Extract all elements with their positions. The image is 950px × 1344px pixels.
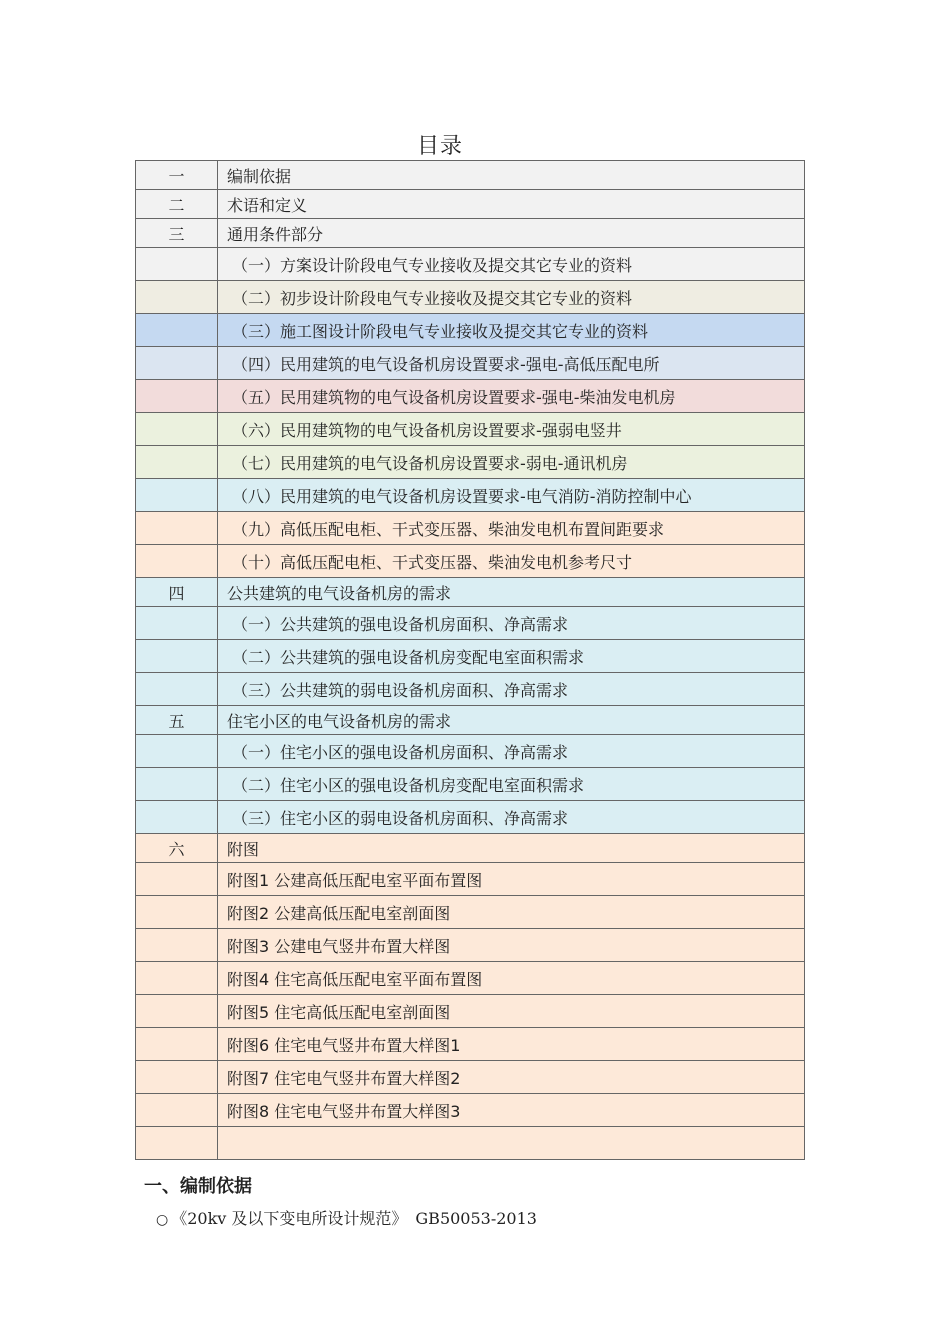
toc-row bbox=[136, 161, 805, 190]
toc-row bbox=[136, 314, 805, 347]
reference-item bbox=[156, 1206, 537, 1229]
toc-number bbox=[136, 347, 218, 380]
toc-number bbox=[136, 512, 218, 545]
toc-row bbox=[136, 863, 805, 896]
toc-row bbox=[136, 929, 805, 962]
toc-entry: 术语和定义 bbox=[218, 190, 805, 219]
toc-entry: 附图4 住宅高低压配电室平面布置图 bbox=[218, 962, 805, 995]
toc-entry: 附图1 公建高低压配电室平面布置图 bbox=[218, 863, 805, 896]
toc-number bbox=[136, 1028, 218, 1061]
toc-number bbox=[136, 380, 218, 413]
toc-number: 四 bbox=[136, 578, 218, 607]
toc-entry: （三）公共建筑的弱电设备机房面积、净高需求 bbox=[218, 673, 805, 706]
toc-number bbox=[136, 1061, 218, 1094]
toc-row bbox=[136, 768, 805, 801]
toc-entry: （七）民用建筑的电气设备机房设置要求-弱电-通讯机房 bbox=[218, 446, 805, 479]
toc-row bbox=[136, 735, 805, 768]
section-heading: 一、编制依据 bbox=[144, 1176, 252, 1197]
toc-entry: （三）施工图设计阶段电气专业接收及提交其它专业的资料 bbox=[218, 314, 805, 347]
toc-number bbox=[136, 1094, 218, 1127]
toc-number bbox=[136, 735, 218, 768]
toc-entry: （一）住宅小区的强电设备机房面积、净高需求 bbox=[218, 735, 805, 768]
toc-number bbox=[136, 281, 218, 314]
toc-entry: （一）公共建筑的强电设备机房面积、净高需求 bbox=[218, 607, 805, 640]
toc-row bbox=[136, 190, 805, 219]
toc-entry: （九）高低压配电柜、干式变压器、柴油发电机布置间距要求 bbox=[218, 512, 805, 545]
toc-entry: 附图2 公建高低压配电室剖面图 bbox=[218, 896, 805, 929]
toc-number: 一 bbox=[136, 161, 218, 190]
toc-row bbox=[136, 706, 805, 735]
toc-row bbox=[136, 1061, 805, 1094]
toc-number bbox=[136, 929, 218, 962]
toc-row bbox=[136, 248, 805, 281]
toc-entry: 附图8 住宅电气竖井布置大样图3 bbox=[218, 1094, 805, 1127]
toc-entry: 附图3 公建电气竖井布置大样图 bbox=[218, 929, 805, 962]
toc-row bbox=[136, 281, 805, 314]
toc-number bbox=[136, 801, 218, 834]
toc-number bbox=[136, 673, 218, 706]
reference-text: 《20kv 及以下变电所设计规范》 GB50053-2013 bbox=[171, 1209, 537, 1228]
toc-row bbox=[136, 446, 805, 479]
toc-row bbox=[136, 896, 805, 929]
toc-number bbox=[136, 479, 218, 512]
toc-entry: （六）民用建筑物的电气设备机房设置要求-强弱电竖井 bbox=[218, 413, 805, 446]
toc-row bbox=[136, 1094, 805, 1127]
toc-body bbox=[136, 161, 805, 1160]
toc-number bbox=[136, 607, 218, 640]
toc-row bbox=[136, 995, 805, 1028]
toc-entry: （二）公共建筑的强电设备机房变配电室面积需求 bbox=[218, 640, 805, 673]
toc-entry: （十）高低压配电柜、干式变压器、柴油发电机参考尺寸 bbox=[218, 545, 805, 578]
toc-entry: 附图 bbox=[218, 834, 805, 863]
toc-number: 六 bbox=[136, 834, 218, 863]
toc-entry: 附图7 住宅电气竖井布置大样图2 bbox=[218, 1061, 805, 1094]
toc-number bbox=[136, 248, 218, 281]
toc-number bbox=[136, 896, 218, 929]
toc-entry: （五）民用建筑物的电气设备机房设置要求-强电-柴油发电机房 bbox=[218, 380, 805, 413]
toc-number bbox=[136, 995, 218, 1028]
toc-row bbox=[136, 673, 805, 706]
toc-row bbox=[136, 607, 805, 640]
toc-entry: 附图5 住宅高低压配电室剖面图 bbox=[218, 995, 805, 1028]
toc-number bbox=[136, 413, 218, 446]
toc-row bbox=[136, 834, 805, 863]
toc-number bbox=[136, 314, 218, 347]
toc-entry: 公共建筑的电气设备机房的需求 bbox=[218, 578, 805, 607]
toc-row bbox=[136, 545, 805, 578]
toc-row bbox=[136, 512, 805, 545]
toc-number bbox=[136, 640, 218, 673]
toc-number: 三 bbox=[136, 219, 218, 248]
toc-row bbox=[136, 219, 805, 248]
toc-table bbox=[135, 160, 805, 1160]
circle-bullet-icon: ○ bbox=[156, 1212, 169, 1228]
toc-entry: （三）住宅小区的弱电设备机房面积、净高需求 bbox=[218, 801, 805, 834]
toc-entry: （四）民用建筑的电气设备机房设置要求-强电-高低压配电所 bbox=[218, 347, 805, 380]
toc-row bbox=[136, 479, 805, 512]
toc-row bbox=[136, 1127, 805, 1160]
toc-row bbox=[136, 801, 805, 834]
toc-number bbox=[136, 768, 218, 801]
toc-row bbox=[136, 1028, 805, 1061]
toc-number bbox=[136, 962, 218, 995]
toc-number: 五 bbox=[136, 706, 218, 735]
toc-entry: （二）住宅小区的强电设备机房变配电室面积需求 bbox=[218, 768, 805, 801]
toc-entry: 通用条件部分 bbox=[218, 219, 805, 248]
toc-row bbox=[136, 578, 805, 607]
toc-number: 二 bbox=[136, 190, 218, 219]
toc-number bbox=[136, 863, 218, 896]
toc-row bbox=[136, 347, 805, 380]
toc-row bbox=[136, 413, 805, 446]
toc-row bbox=[136, 962, 805, 995]
toc-entry: （一）方案设计阶段电气专业接收及提交其它专业的资料 bbox=[218, 248, 805, 281]
toc-entry: 编制依据 bbox=[218, 161, 805, 190]
toc-number bbox=[136, 1127, 218, 1160]
page-title: 目录 bbox=[416, 133, 463, 159]
toc-entry: 附图6 住宅电气竖井布置大样图1 bbox=[218, 1028, 805, 1061]
toc-row bbox=[136, 640, 805, 673]
toc-entry bbox=[218, 1127, 805, 1160]
toc-number bbox=[136, 545, 218, 578]
toc-entry: （二）初步设计阶段电气专业接收及提交其它专业的资料 bbox=[218, 281, 805, 314]
toc-entry: （八）民用建筑的电气设备机房设置要求-电气消防-消防控制中心 bbox=[218, 479, 805, 512]
toc-row bbox=[136, 380, 805, 413]
toc-number bbox=[136, 446, 218, 479]
toc-entry: 住宅小区的电气设备机房的需求 bbox=[218, 706, 805, 735]
